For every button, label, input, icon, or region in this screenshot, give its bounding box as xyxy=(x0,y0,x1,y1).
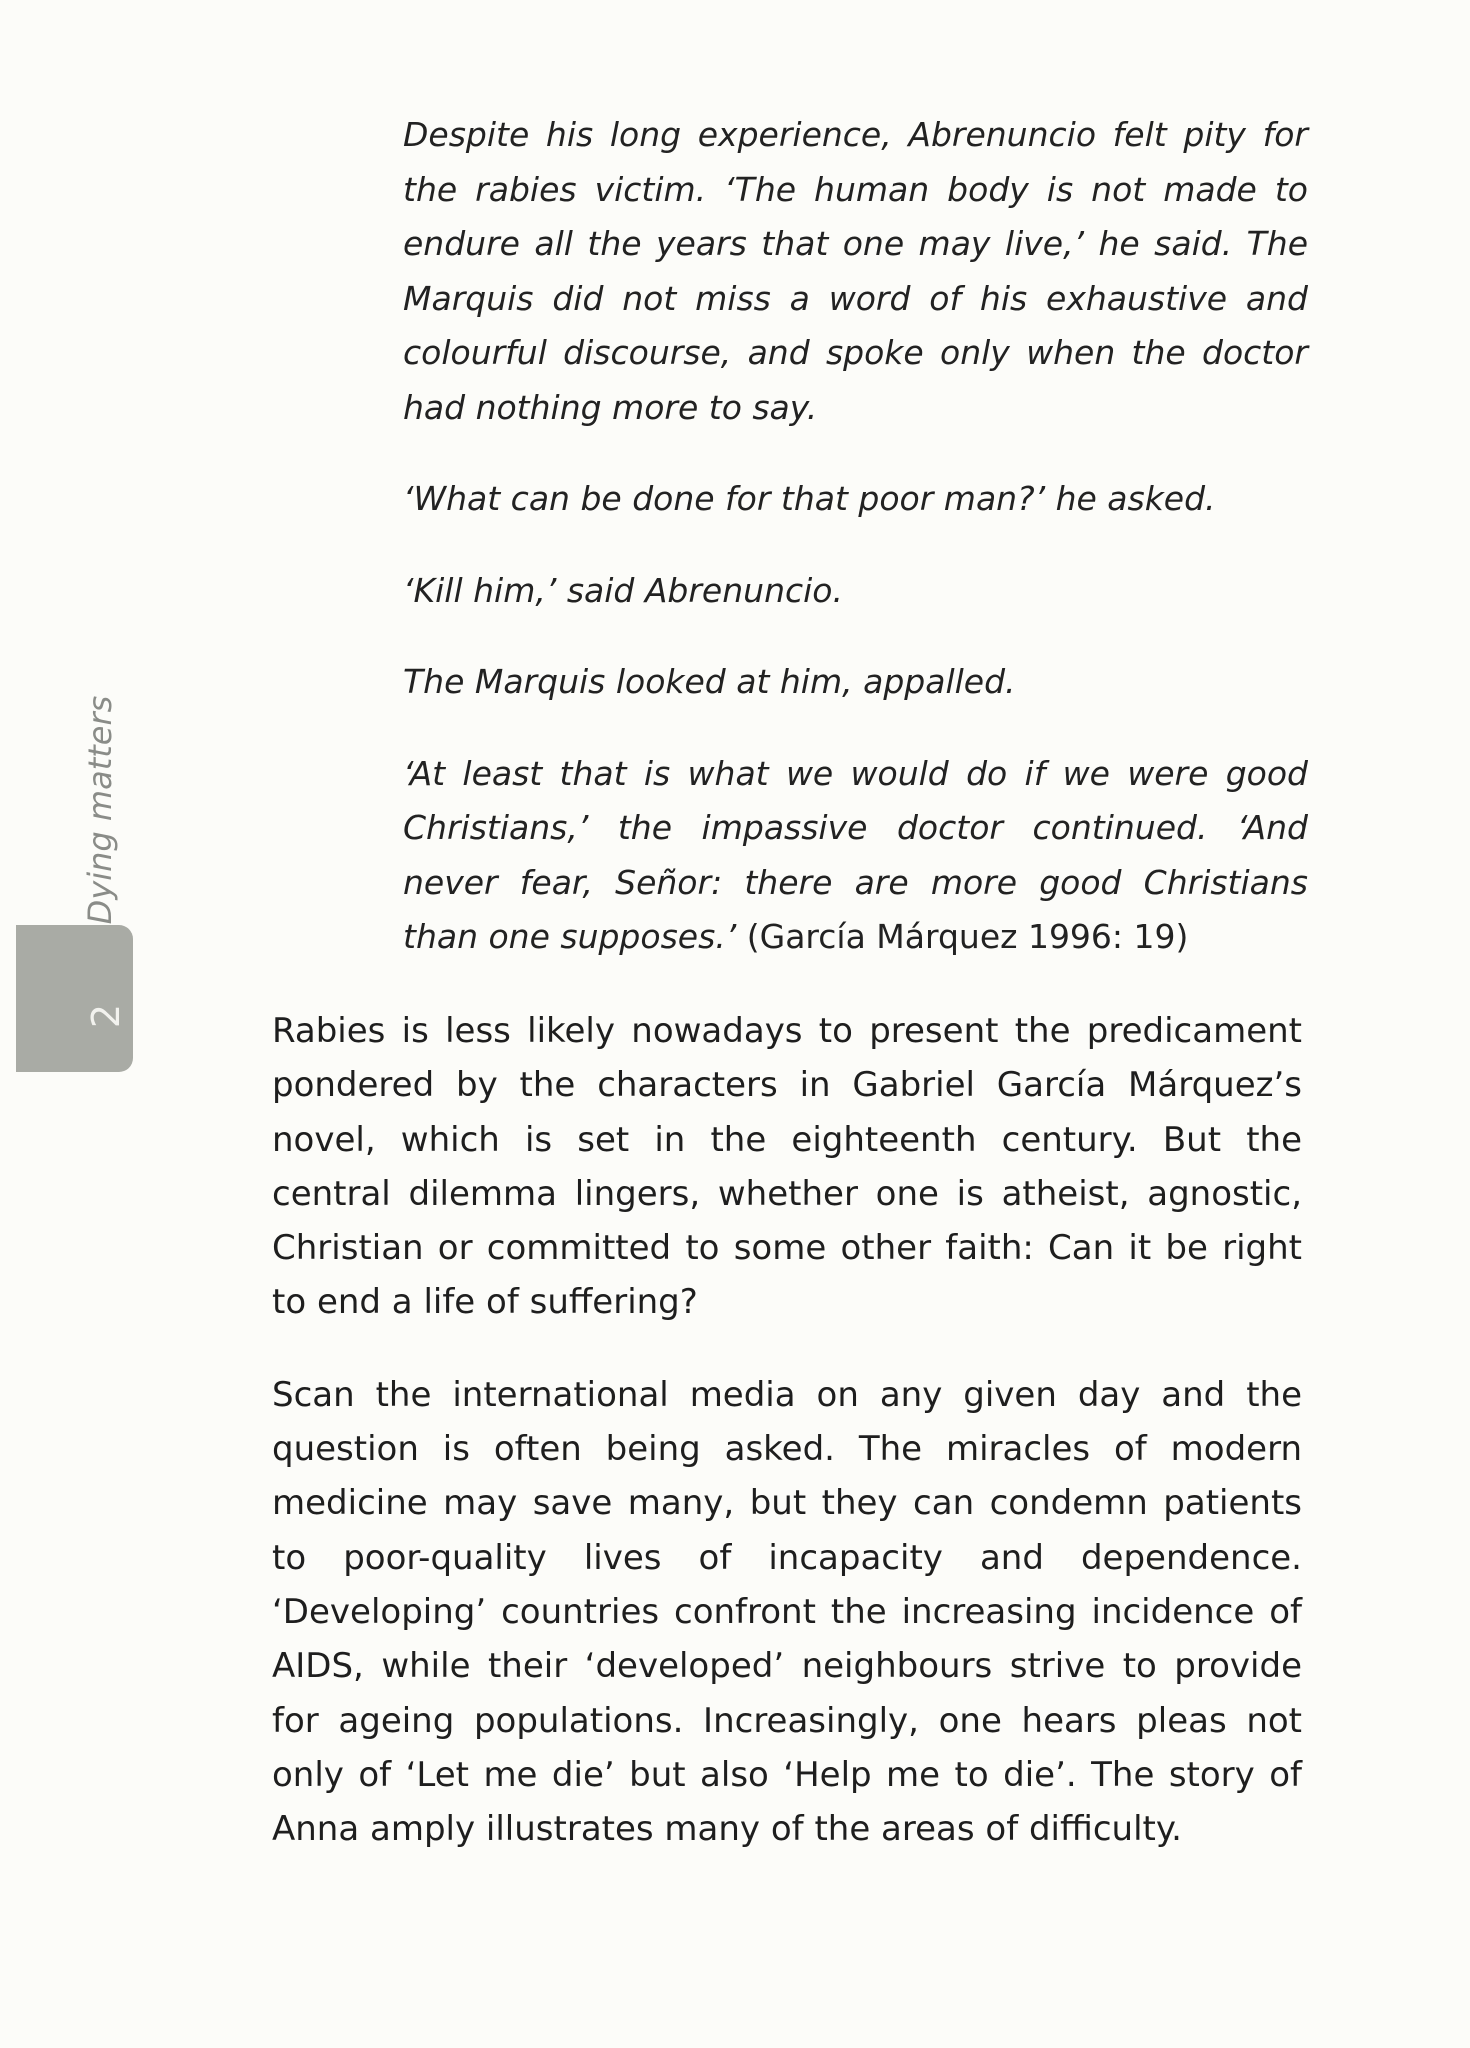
block-quote xyxy=(403,108,1308,965)
quote-paragraph: ‘What can be done for that poor man?’ he asked. xyxy=(403,479,1216,518)
quote-paragraph-last xyxy=(403,747,1308,965)
quote-citation: (García Márquez 1996: 19) xyxy=(746,917,1189,956)
body-paragraph: Rabies is less likely nowadays to present the predicament pondered by the characters in Gabriel García Márquez’s novel, which is set in the eighteenth century. But the central dilemma lingers, whether one is atheist, agnostic, Christian or committed to some other faith: Can it be right to end a life of suffering? xyxy=(272,1011,1302,1323)
running-title-text: Dying matters xyxy=(81,695,119,925)
quote-last-text: ‘At least that is what we would do if we were good Christians,’ the impassive doctor continued. ‘And never fear, Señor: there are more good Christians than one supposes.’ xyxy=(403,753,1308,956)
quote-paragraph: ‘Kill him,’ said Abrenuncio. xyxy=(403,570,843,610)
body-paragraph: Scan the international media on any given day and the question is often being asked. The miracles of modern medicine may save many, but they can condemn patients to poor-quality lives of incapacity and dependence. ‘Developing’ countries confront the increasing incidence of AIDS, while their ‘developed’ neighbours strive to provide for ageing populations. Increasingly, one hears pleas not only of ‘Let me die’ but also ‘Help me to die’. The story of Anna amply illustrates many of the areas of difficulty. xyxy=(272,1374,1302,1850)
chapter-number: 2 xyxy=(84,1003,128,1029)
quote-paragraph: Despite his long experience, Abrenuncio felt pity for the rabies victim. ‘The human body is not made to endure all the years that one may live,’ he said. The Marquis did not miss a word of his exhaustive and colourful discourse, and spoke only when the doctor had nothing more to say. xyxy=(403,115,1308,427)
body-text xyxy=(272,1004,1302,1894)
quote-paragraph: The Marquis looked at him, appalled. xyxy=(403,662,1016,701)
